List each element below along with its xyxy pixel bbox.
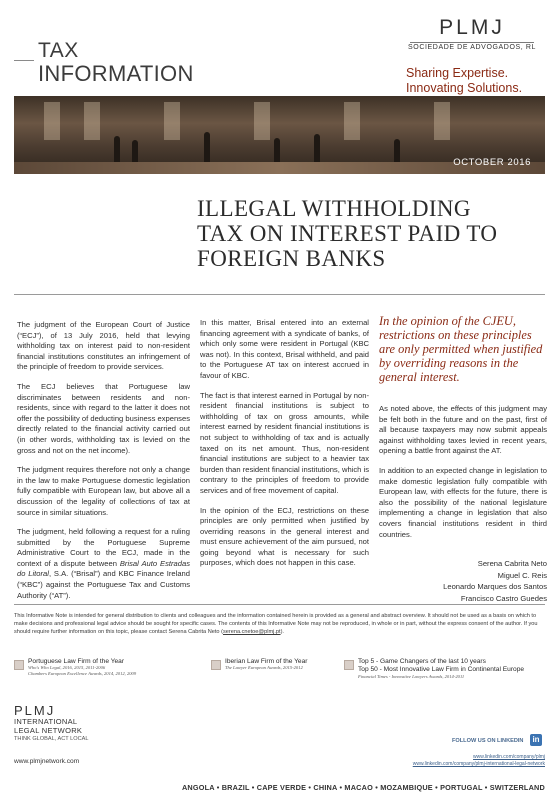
awards-bar [14, 658, 545, 692]
paragraph: The judgment of the European Court of Justice (“ECJ”), of 13 July 2016, held that levying withholding tax on interest paid to non-resident financial institutions constitutes an infringement of the principle of freedom to provide services. [17, 320, 190, 372]
paragraph: In the opinion of the ECJ, restrictions on these principles are only permitted when justified by overriding reasons in the general interest and must ensure achievement of the aim pursued, not going beyond what is necessary for such purposes, which does not happen in this case. [200, 505, 369, 568]
award-source: Financial Times - Innovative Lawyers Awards, 2014-2011 [358, 674, 465, 679]
linkedin-link[interactable]: www.linkedin.com/company/plmj-international-legal-network [412, 761, 545, 767]
publication-title [38, 40, 194, 85]
network-logo-line2: LEGAL NETWORK [14, 725, 83, 735]
paragraph-text: The judgment, held following a request for a ruling submitted by the Portuguese Supreme Administrative Court to the ECJ, made in the context of a dispute between [17, 527, 190, 568]
paragraph: In this matter, Brisal entered into an external financing agreement with a syndicate of banks, of which only some were resident in Portugal (KBC was not). In this context, Brisal withheld, and paid to the Portuguese AT tax on interest accrued in favour of KBC. [200, 318, 369, 380]
network-logo-mark: PLMJ [14, 703, 56, 718]
disclaimer-divider [14, 604, 545, 605]
slogan [406, 66, 522, 96]
linkedin-links [360, 754, 545, 768]
network-logo-line1: INTERNATIONAL [14, 717, 78, 726]
paragraph: The ECJ believes that Portuguese law discriminates between residents and non-residents, since with regard to the latter it does not offer the possibility of deducting business expenses directly related to the financial activity carried out (in other words, withholding tax is levied on the gross and not on the net income). [17, 381, 190, 455]
publication-title-line2: INFORMATION [38, 61, 194, 86]
banner-window [254, 102, 270, 140]
paragraph [17, 527, 190, 601]
award-badge-icon [344, 660, 354, 670]
banner-window [344, 102, 360, 140]
follow-linkedin-label[interactable]: FOLLOW US ON LINKEDIN [452, 738, 524, 744]
authors [379, 558, 547, 604]
article-column-1 [17, 320, 190, 610]
article-title [197, 196, 527, 271]
award-source: Who's Who Legal, 2016, 2015, 2011-2006 [28, 665, 106, 670]
network-tagline: THINK GLOBAL, ACT LOCAL [14, 736, 89, 742]
country-list: ANGOLA • BRAZIL • CAPE VERDE • CHINA • MACAO • MOZAMBIQUE • PORTUGAL • SWITZERLAND [181, 783, 545, 792]
paragraph: The fact is that interest earned in Portugal by non-resident financial institutions is subject to withholding of tax on gross amounts, while interest earned by resident financial institutions is not subject to withholding of tax and is actually taxed on its net amount. Thus, non-resident financial institutions are subject to a heavier tax burden than resident financial institutions, which is contrary to the principles of freedom to provide services and of free movement of capital. [200, 390, 369, 495]
disclaimer [14, 612, 545, 636]
banner-figure [204, 132, 210, 166]
firm-logo-mark: PLMJ [439, 16, 505, 39]
contact-email-link[interactable]: serena.cnetoe@plmj.pt [222, 629, 281, 635]
slogan-line2: Innovating Solutions. [406, 81, 523, 95]
firm-logo-subtitle: SOCIEDADE DE ADVOGADOS, RL [408, 44, 537, 51]
header-rule [14, 60, 34, 61]
award-item [14, 658, 189, 692]
award-source: Chambers European Excellence Awards, 2014, 2012, 2009 [28, 671, 137, 676]
article-title-line2: TAX ON INTEREST PAID TO [197, 221, 498, 246]
award-title: Portuguese Law Firm of the Year [28, 658, 125, 665]
paragraph: As noted above, the effects of this judgment may be felt both in the future and on the past, first of all because taxpayers may now submit appeals against withholding taxes levied in recent years, opening a battle front against the AT. [379, 404, 547, 456]
author-name: Miguel C. Reis [497, 570, 547, 580]
paragraph: The judgment requires therefore not only a change in the law to make Portuguese domestic legislation fully compatible with European law, but above all a discussion of the legality of collections of tax at source in similar situations. [17, 465, 190, 517]
banner-window [44, 102, 60, 140]
award-source: The Lawyer European Awards, 2015-2012 [225, 665, 303, 670]
company-name: Brisal Auto Estradas do Litoral [17, 558, 190, 579]
disclaimer-text: This Informative Note is intended for general distribution to clients and colleagues and the information contained herein is provided as a general and abstract overview. It should not be used as a basis on which to make decisions and professional legal advice should be sought for specific cases. The contents of this Informative Note may not be reproduced, in whole or in part, without the express consent of the author. If you should require further information on this topic, please contact Serena Cabrita Neto ( [14, 613, 538, 635]
award-badge-icon [211, 660, 221, 670]
author-name: Leonardo Marques dos Santos [443, 582, 547, 592]
article-column-3 [379, 314, 547, 604]
slogan-line1: Sharing Expertise. [406, 66, 509, 80]
linkedin-link[interactable]: www.linkedin.com/company/plmj [473, 754, 545, 760]
disclaimer-end: ). [280, 629, 284, 635]
logo-divider [410, 42, 534, 43]
banner-window [84, 102, 100, 140]
paragraph: In addition to an expected change in legislation to make domestic legislation fully compatible with European law, with effects for the future, there is also the possibility of the national legislature implementing a change in legislation that also covers financial institutions resident in third countries. [379, 465, 547, 539]
linkedin-icon[interactable]: in [530, 734, 542, 746]
website-link[interactable]: www.plmjnetwork.com [14, 758, 80, 765]
award-title: Top 5 - Game Changers of the last 10 years [358, 658, 486, 665]
publication-title-line1: TAX [38, 39, 79, 62]
network-logo [14, 703, 89, 742]
award-badge-icon [14, 660, 24, 670]
article-title-line1: ILLEGAL WITHHOLDING [197, 196, 471, 221]
award-title: Top 50 - Most Innovative Law Firm in Continental Europe [358, 666, 525, 673]
pull-quote: In the opinion of the CJEU, restrictions on these principles are only permitted when justified by overriding reasons in the general interest. [379, 314, 543, 384]
banner-window [434, 102, 450, 140]
award-item [211, 658, 341, 692]
banner-window [164, 102, 180, 140]
author-name: Francisco Castro Guedes [460, 593, 547, 603]
award-title: Iberian Law Firm of the Year [225, 658, 308, 665]
header-banner-image [14, 96, 545, 174]
award-item [344, 658, 544, 692]
paragraph-text: , S.A. (“Brisal”) and KBC Finance Ireland (“KBC”) against the Portuguese Tax and Customs Authority (“AT”). [17, 569, 190, 600]
issue-date: OCTOBER 2016 [453, 157, 531, 168]
author-name: Serena Cabrita Neto [477, 559, 547, 569]
title-divider [14, 294, 545, 295]
article-title-line3: FOREIGN BANKS [197, 246, 386, 271]
firm-logo [408, 16, 536, 51]
article-column-2 [200, 318, 369, 578]
